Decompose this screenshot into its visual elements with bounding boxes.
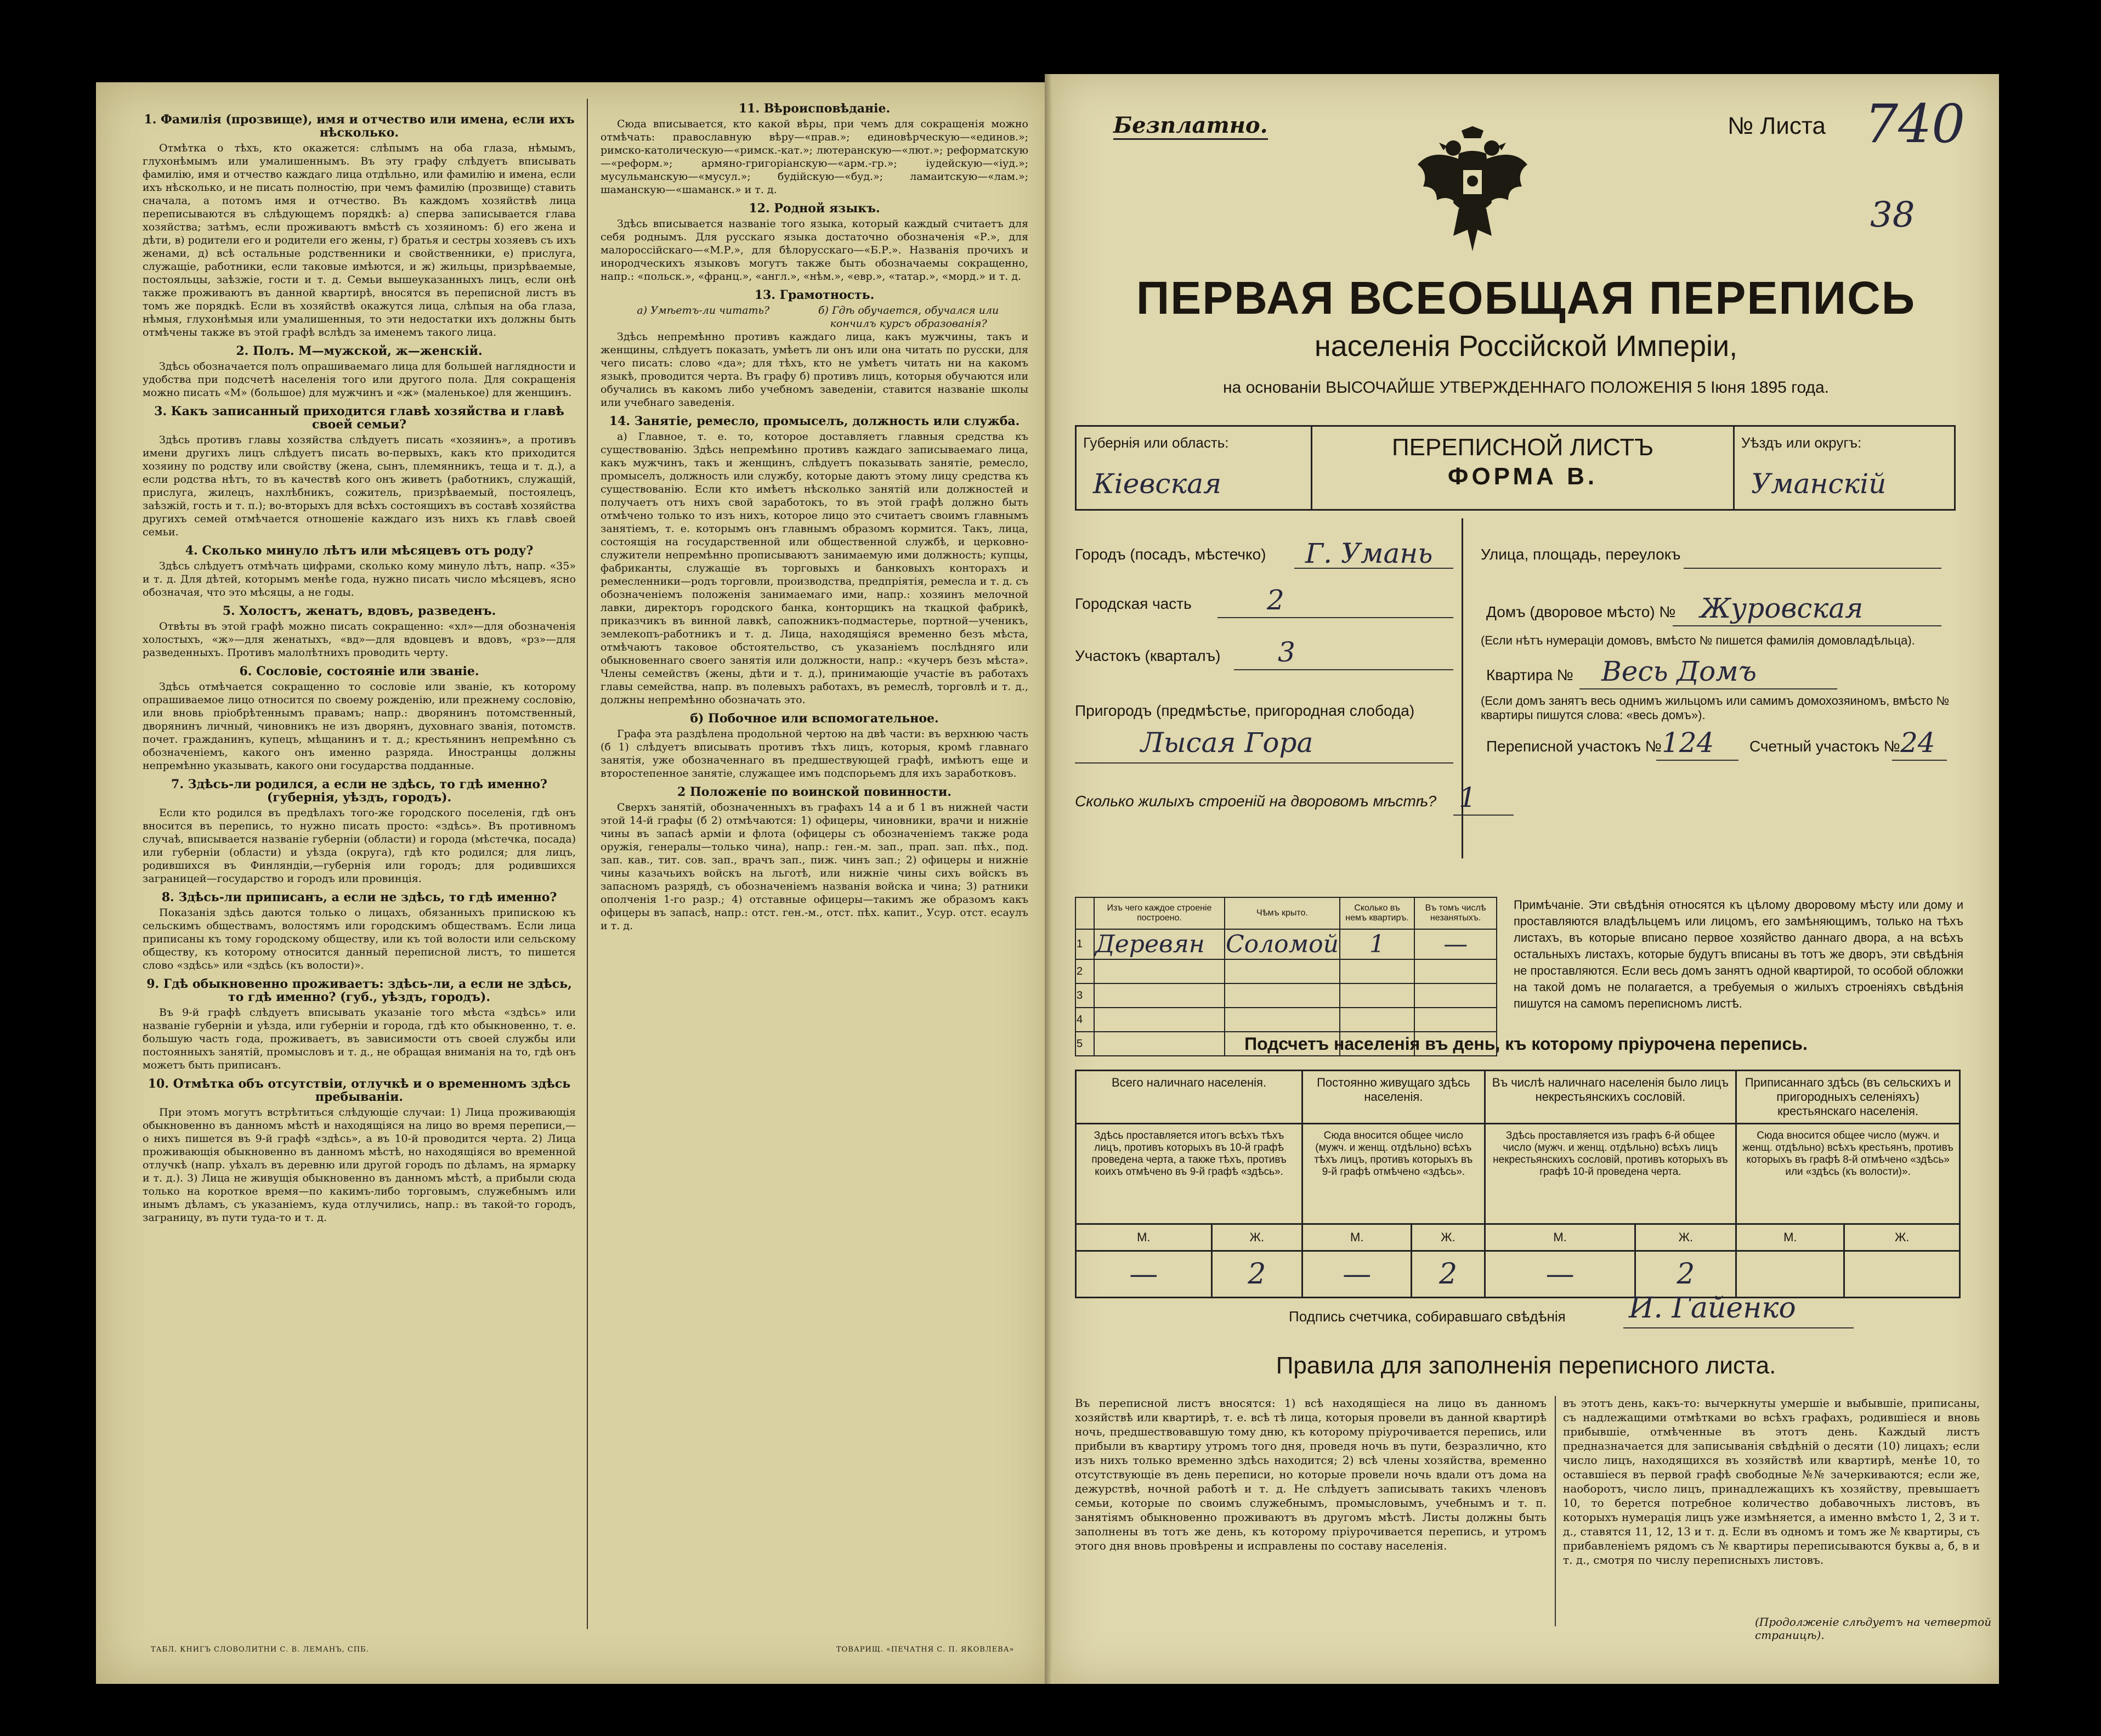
instruction-text: При этомъ могутъ встрѣтиться слѣдующіе случаи: 1) Лица проживающія обыкновенно въ данномъ мѣстѣ и находящіяся на лицо во время переписи,—о нихъ пишется въ 9-й графѣ «здѣсь», а въ 10-й проводится черта. 2) Лица проживающія обыкновенно въ данномъ мѣстѣ, но находящіяся во временной отлучкѣ (напр. уѣхалъ въ деревню или другой городъ по дѣламъ, на ярмарку и т. д.). 3) Лица не живущія обыкновенно въ данномъ мѣстѣ, а прибыли сюда только на короткое время—по какимъ-либо торговымъ, служебнымъ или инымъ дѣламъ, съ указаніемъ, куда отлучились, напр.: въ такой-то городъ, заграницу, въ пути туда-то и т. д. [143,1106,576,1224]
instruction-heading: 12. Родной языкъ. [749,201,880,216]
instruction-heading: 6. Сословіе, состояніе или званіе. [239,664,479,678]
instruction-text: Отвѣты въ этой графѣ можно писать сокращенно: «хл»—для обозначенія холостыхъ, «ж»—для женатыхъ, «вд»—для вдовцевъ и вдовъ, «рз»—для разведенныхъ. Противъ малолѣтнихъ проводить черту. [143,620,576,659]
census-precinct-label: Переписной участокъ № [1486,738,1662,755]
count-value: — [1485,1251,1635,1298]
instruction-section [143,1077,576,1224]
male-header: М. [1302,1224,1412,1251]
instruction-heading: 1. Фамилія (прозвище), имя и отчество или имена, если ихъ нѣсколько. [144,112,575,140]
instruction-heading: 10. Отмѣтка объ отсутствіи, отлучкѣ и о временномъ здѣсь пребываніи. [148,1077,571,1104]
table-cell: Соломой [1225,930,1339,958]
table-cell [1094,959,1225,983]
count-precinct-value: 24 [1900,727,1935,759]
city-label: Городъ (посадъ, мѣстечко) [1075,546,1266,563]
instruction-section [601,415,1028,706]
instruction-text: Если кто родился въ предѣлахъ того-же городского поселенія, гдѣ онъ вносится въ перепись, то нужно писать просто: «здѣсь». Въ противномъ случаѣ, вписывается названіе губерніи (области) и города (мѣстечка, посада) или губерніи (области) и уѣзда (округа), гдѣ кто родился; для лицъ, родившихся въ Финляндіи,—губернія или городъ; для родившихся заграницей—государство и городъ или провинція. [143,807,576,885]
district-label: Городская часть [1075,595,1192,612]
instruction-section [143,977,576,1072]
instruction-section [143,113,576,339]
signature-label: Подпись счетчика, собиравшаго свѣдѣнія [1289,1308,1566,1325]
table-row [1076,1124,1960,1224]
signature: И. Гайенко [1629,1292,1796,1325]
house-line [1673,625,1941,626]
count-group-total: Всего наличнаго населенія. [1076,1071,1302,1124]
instruction-heading: 8. Здѣсь-ли приписанъ, а если не здѣсь, то гдѣ именно? [161,890,557,904]
double-headed-eagle-icon [1415,126,1530,252]
instruction-section [143,778,576,885]
instruction-text: а) Главное, т. е. то, которое доставляетъ главныя средства къ существованію. Здѣсь непремѣнно противъ каждаго записываемаго лица, какъ мужчинъ, такъ и женщинъ, слѣдуетъ показывать занятіе, ремесло, промыселъ, должность или службу, которые даютъ этому лицу средства къ существованію. Если кто имѣетъ нѣсколько занятій или должностей и получаетъ отъ нихъ свой заработокъ, то въ этой графѣ должно быть отмѣчено только то изъ нихъ, которое лицо это считаетъ своимъ главнымъ занятіемъ, т. е. которымъ онъ главнымъ образомъ кормится. Такъ, лица, состоящія на государственной или общественной службѣ, и церковно-служители непремѣнно прописываютъ занимаемую ими должность; купцы, фабриканты, служащіе въ торговыхъ и банковыхъ конторахъ и ремесленники—родъ торговли, производства, предпріятія, ремесла и т. д. съ обозначеніемъ положенія занимаемаго ими, напр.: хозяинъ мелочной лавки, директоръ городского банка, конторщикъ на ткацкой фабрикѣ, приказчикъ въ винной лавкѣ, сапожникъ-подмастерье, портной—ученикъ, землекопъ-работникъ и т. д. Лица, находящіяся временно безъ мѣста, отмѣчаютъ таковое обстоятельство, съ указаніемъ послѣдняго или обыкновеннаго своего занятія или должности, напр.: «кучеръ безъ мѣста». Члены семействъ (жены, дѣти и т. д.), принимающіе участіе въ работахъ главы семейства, напр. въ полевыхъ работахъ, въ ремеслѣ, торговлѣ и т. д., должны непремѣнно обозначать это. [601,431,1028,706]
count-value: 2 [1635,1251,1736,1298]
instruction-text: Отмѣтка о тѣхъ, кто окажется: слѣпымъ на оба глаза, нѣмымъ, глухонѣмымъ или умалишеннымъ. Въ эту графу слѣдуетъ вписывать фамилію, имя и отчество каждаго лица отдѣльно, или фамилію и имена, если ихъ нѣсколько, и не писать полностію, при чемъ фамилію (прозвище) ставить сначала, а потомъ имя и отчество. Въ каждомъ хозяйствѣ лица переписываются въ слѣдующемъ порядкѣ: а) сперва записывается глава хозяйства; затѣмъ, если проживаютъ вмѣстѣ съ хозяиномъ: б) его жена и дѣти, в) родители его и родители его жены, г) братья и сестры хозяевъ съ ихъ женами, д) всѣ остальные родственники и свойственники, е) прислуга, служащіе, работники, если таковые имѣются, и ж) жильцы, призрѣваемые, постояльцы, заѣзжіе, гости и т. д. Семьи вышеуказанныхъ лицъ, если онѣ также проживаютъ въ данной квартирѣ, вносятся въ переписной листъ въ томъ же порядкѣ. Если въ хозяйствѣ окажутся лица, слѣпыя на оба глаза, нѣмыя, глухонѣмыя или умалишенныя, то эти недостатки ихъ должны быть отмѣчены также въ этой графѣ вслѣдъ за именемъ такого лица. [143,142,576,338]
instruction-section [143,665,576,772]
buildings-value: 1 [1459,782,1476,813]
count-desc-permanent: Сюда вносится общее число (мужч. и женщ. отдѣльно) всѣхъ тѣхъ лицъ, противъ которыхъ въ 9-й графѣ отмѣчено «здѣсь». [1302,1124,1485,1224]
count-desc-total: Здѣсь проставляется итогъ всѣхъ тѣхъ лицъ, противъ которыхъ въ 10-й графѣ проведена черта, а также тѣхъ, противъ коихъ отмѣчено въ 9-й графѣ «здѣсь». [1076,1124,1302,1224]
male-header: М. [1485,1224,1635,1251]
precinct-line [1234,669,1453,670]
census-precinct-value: 124 [1662,727,1714,759]
buildings-col-vacant: Въ томъ числѣ незанятыхъ. [1414,897,1497,929]
instruction-text: Здѣсь слѣдуетъ отмѣчать цифрами, сколько кому минуло лѣтъ, напр. «35» и т. д. Для дѣтей, которымъ менѣе года, нужно писать число мѣсяцевъ, ясно обозначая, что это мѣсяцы, а не годы. [143,560,576,598]
count-desc-non-peasant: Здѣсь проставляется изъ графъ 6-й общее число (мужч. и женщ. отдѣльно) всѣхъ лицъ некрестьянскихъ сословій, противъ которыхъ въ графѣ 10-й проведена черта. [1485,1124,1736,1224]
form-letter: ФОРМА В. [1447,463,1598,490]
population-count-title: Подсчетъ населенія въ день, къ которому пріурочена перепись. [1244,1034,1808,1054]
form-header-box [1075,425,1956,511]
female-header: Ж. [1635,1224,1736,1251]
rules-column-a: Въ переписной листъ вносятся: 1) всѣ находящіеся на лицо въ данномъ хозяйствѣ или квартирѣ, т. е. всѣ тѣ лица, которыя провели въ данной квартирѣ ночь, предшествовавшую тому дню, къ которому пріурочивается перепись, или прибыли въ квартиру утромъ того дня, проведя ночь въ пути, безразлично, кто изъ нихъ только временно здѣсь находится; 2) всѣ члены хозяйства, временно отсутствующіе въ день переписи, но которые провели ночь вдали отъ дома на дежурствѣ, ночной работѣ и т. д. Не слѣдуетъ записывать такихъ членовъ семьи, которые по своимъ служебнымъ, промысловымъ, учебнымъ и т. п. занятіямъ обыкновенно проживаютъ въ другомъ мѣстѣ. Листы должны быть заполнены въ тотъ же день, къ которому пріурочивается перепись, и утромъ этого дня вновь провѣрены и исправлены по составу населенія. [1075,1396,1547,1552]
table-cell: 5 [1075,1032,1094,1056]
province-cell [1077,427,1312,509]
instruction-heading: 5. Холостъ, женатъ, вдовъ, разведенъ. [222,604,496,618]
instruction-text: Сюда вписывается, кто какой вѣры, при чемъ для сокращенія можно отмѣчать: православную вѣру—«прав.»; единовѣрческую—«единов.»; римско-католическую—«римск.-кат.»; лютеранскую—«лют.»; реформатскую—«реформ.»; армяно-григоріанскую—«арм.-гр.»; іудейскую—«іуд.»; мусульманскую—«мусул.»; будійскую—«буд.»; ламаитскую—«лам.»; шаманскую—«шаманск.» и т. д. [601,118,1028,196]
city-value: Г. Умань [1305,538,1433,569]
instruction-text: Графа эта раздѣлена продольной чертою на двѣ части: въ верхнюю часть (б 1) слѣдуетъ вписывать противъ тѣхъ лицъ, которыя, кромѣ главнаго занятія, уже обозначеннаго въ предшествующей графѣ, имѣютъ еще и второстепенное занятіе, служащее имъ подспорьемъ для ихъ заработковъ. [601,728,1028,779]
instructions-column-b [601,99,1028,1635]
instruction-heading: 9. Гдѣ обыкновенно проживаетъ: здѣсь-ли, а если не здѣсь, то гдѣ именно? (губ., уѣздъ, городъ). [146,977,572,1004]
house-value: Журовская [1700,592,1864,624]
instructions-column-a [143,110,576,1635]
table-cell [1340,959,1414,983]
table-cell [1094,1008,1225,1032]
instruction-section [143,544,576,599]
left-page [96,82,1050,1684]
table-row [1076,1251,1960,1298]
district-value: 2 [1267,584,1284,616]
instruction-text: Здѣсь отмѣчается сокращенно то сословіе или званіе, къ которому опрашиваемое лицо относится по своему рожденію, или прежнему сословію, или вновь пріобрѣтеннымъ правамъ; напр.: дворянинъ потомственный, дворянинъ личный, чиновникъ не изъ дворянъ, духовнаго званія, потомств. почет. гражданинъ, купецъ, мѣщанинъ и т. д.; крестьянинъ непремѣнно съ обозначеніемъ, какого онъ именно разряда. Иностранцы должны непремѣнно указывать, какого они государства подданные. [143,681,576,772]
instruction-section [143,405,576,539]
count-precinct-label: Счетный участокъ № [1749,738,1900,755]
count-value [1844,1251,1960,1298]
count-group-non-peasant: Въ числѣ наличнаго населенія было лицъ некрестьянскихъ сословій. [1485,1071,1736,1124]
precinct-label: Участокъ (кварталъ) [1075,647,1221,664]
table-cell [1340,1008,1414,1032]
province-value: Кіевская [1093,468,1222,500]
instruction-section [601,102,1028,196]
instruction-heading: б) Побочное или вспомогательное. [690,711,939,726]
table-cell [1225,983,1340,1008]
printer-imprint-right: ТОВАРИЩ. «ПЕЧАТНЯ С. П. ЯКОВЛЕВА» [836,1645,1015,1654]
instruction-section [143,604,576,659]
instruction-subheading: б) Гдѣ обучается, обучался или кончилъ курсъ образованія? [818,304,999,330]
suburb-label: Пригородъ (предмѣстье, пригородная слобода) [1075,702,1415,719]
uezd-cell [1735,427,1954,509]
buildings-line [1453,815,1514,816]
province-label: Губернія или область: [1083,434,1229,451]
count-group-peasant: Приписаннаго здѣсь (въ сельскихъ и пригородныхъ селеніяхъ) крестьянскаго населенія. [1736,1071,1960,1124]
table-cell: 4 [1075,1008,1094,1032]
table-row [1075,1008,1497,1032]
sheet-number-value: 740 [1865,93,1966,155]
instruction-text: Показанія здѣсь даются только о лицахъ, обязанныхъ припискою къ сельскимъ обществамъ, волостямъ или городскимъ обществамъ. Если лица приписаны къ тому городскому обществу, или къ той волости или сельскому обществу, къ которому относится данный переписной листъ, то пишется слово «здѣсь» или «здѣсь (къ волости)». [143,907,576,971]
instruction-section [601,202,1028,283]
uezd-label: Уѣздъ или округъ: [1741,434,1862,451]
instruction-section [601,712,1028,780]
buildings-note: Примѣчаніе. Эти свѣдѣнія относятся къ цѣлому дворовому мѣсту или дому и проставляются владѣльцемъ или лицомъ, его замѣняющимъ, только на тѣхъ листахъ, въ которые вписано первое хозяйство даннаго двора, а на всѣхъ остальныхъ листахъ, которые будутъ вписаны въ тотъ же дворъ, эти свѣдѣнія не проставляются. Если весь домъ занятъ одной квартирой, то особой обложки на такой домъ не полагается, а требуемыя о жилыхъ строеніяхъ свѣдѣнія пишутся на самомъ переписномъ листѣ. [1514,898,1963,1010]
census-legal-basis: на основаніи ВЫСОЧАЙШЕ УТВЕРЖДЕННАГО ПОЛОЖЕНІЯ 5 Іюня 1895 года. [1222,378,1829,397]
table-cell: — [1414,929,1497,959]
table-row [1076,1224,1960,1251]
table-row [1075,929,1497,959]
instruction-text: Здѣсь обозначается полъ опрашиваемаго лица для большей наглядности и удобства при подсчетѣ населенія того или другого пола. Для сокращенія можно писать «М» (большое) для мужчинъ и «ж» (маленькое) для женщинъ. [143,360,576,399]
table-cell [1414,983,1497,1008]
apartment-label: Квартира № [1486,666,1573,683]
free-label: Безплатно. [1113,112,1268,140]
count-value [1736,1251,1844,1298]
table-cell [1094,983,1225,1008]
female-header: Ж. [1412,1224,1485,1251]
suburb-value: Лысая Гора [1141,727,1313,759]
buildings-col-num [1075,897,1094,929]
female-header: Ж. [1211,1224,1302,1251]
count-desc-peasant: Сюда вносится общее число (мужч. и женщ. отдѣльно) всѣхъ крестьянъ, противъ которыхъ въ графѣ 8-й отмѣчено «здѣсь» или «здѣсь (къ волости)». [1736,1124,1960,1224]
signature-line [1623,1327,1854,1328]
census-subtitle: населенія Россійской Имперіи, [1314,330,1738,363]
table-cell: 2 [1075,959,1094,983]
rules-divider [1555,1396,1556,1626]
form-title: ПЕРЕПИСНОЙ ЛИСТЪ [1391,434,1654,461]
table-cell [1340,983,1414,1008]
street-line [1684,568,1941,569]
apartment-value: Весь Домъ [1601,655,1757,687]
table-cell [1225,959,1340,983]
instruction-section [143,891,576,972]
printer-imprint-left: ТАБЛ. КНИГЪ СЛОВОЛИТНИ С. В. ЛЕМАНЪ, СПБ. [151,1645,369,1654]
house-label: Домъ (дворовое мѣсто) № [1486,603,1676,620]
buildings-col-roof: Чѣмъ крыто. [1225,897,1340,929]
apartment-note: (Если домъ занятъ весь однимъ жильцомъ или самимъ домохозяиномъ, вмѣсто № квартиры пишутся слова: «весь домъ»). [1481,694,1950,722]
rules-column-b: въ этотъ день, какъ-то: вычеркнуты умершіе и выбывшіе, приписаны, съ надлежащими отмѣтками во всѣхъ графахъ, родившіеся и вновь прибывшіе, отмѣченные въ этотъ день. Каждый листъ предназначается для записыванія свѣдѣній о десяти (10) лицахъ; если число лицъ, находящихся въ хозяйствѣ или квартирѣ, менѣе 10, то оставшіеся въ первой графѣ свободные №№ зачеркиваются; если же, наоборотъ, число лицъ, принадлежащихъ къ хозяйству, превышаетъ 10, то берется потребное количество добавочныхъ листовъ, въ которыхъ нумерація лицъ уже измѣняется, а именно вмѣсто 1, 2, 3 и т. д., ставятся 11, 12, 13 и т. д. Если въ одномъ и томъ же № квартиры, съ прибавленіемъ рядомъ съ № квартиры переписываются буквы а, б, в и т. д., смотря по числу переписныхъ листовъ. [1563,1396,1980,1567]
table-cell: 1 [1340,929,1414,959]
street-label: Улица, площадь, переулокъ [1481,546,1681,563]
table-cell: Деревян [1094,929,1225,959]
rules-continuation: (Продолженіе слѣдуетъ на четвертой страницѣ). [1755,1615,1992,1642]
instruction-heading: 11. Вѣроисповѣданіе. [738,101,891,116]
right-page [1053,74,1999,1684]
population-count-table [1075,1070,1961,1298]
page-number-value: 38 [1870,195,1915,235]
form-title-cell [1312,427,1735,509]
district-line [1217,617,1453,618]
instruction-heading: 3. Какъ записанный приходится главѣ хозяйства и главѣ своей семьи? [154,404,564,432]
buildings-col-apartments: Сколько въ немъ квартиръ. [1340,897,1414,929]
count-group-permanent: Постоянно живущаго здѣсь населенія. [1302,1071,1485,1124]
table-cell: 1 [1075,929,1094,959]
precinct-value: 3 [1278,636,1295,668]
instruction-subheading: а) Умѣетъ-ли читать? [637,304,770,316]
instruction-section [601,289,1028,409]
instruction-heading: 13. Грамотность. [754,288,875,302]
instruction-text: Въ 9-й графѣ слѣдуетъ вписывать указаніе того мѣста «здѣсь» или названіе губерніи и уѣзда, или губерніи и города, гдѣ кто обыкновенно, т. е. большую часть года, проживаетъ, въ зависимости отъ своей службы или постоянныхъ занятій, промысловъ и т. д., не обращая вниманія на то, гдѣ онъ можетъ быть приписанъ. [143,1006,576,1071]
table-row [1075,959,1497,983]
instruction-text: Здѣсь вписывается названіе того языка, который каждый считаетъ для себя роднымъ. Для русскаго языка достаточно обозначенія «Р.», для малороссійскаго—«М.Р.», для бѣлорусскаго—«Б.Р.». Названія прочихъ и инородческихъ языковъ могутъ также быть обозначаемы сокращенно, напр.: «польск.», «франц.», «англ.», «нѣм.», «евр.», «татар.», «морд.» и т. д. [601,218,1028,282]
instruction-subheadings [601,304,1028,330]
column-divider [587,99,588,1629]
sheet-number-label: № Листа [1728,112,1826,139]
table-cell [1414,1008,1497,1032]
table-cell: 3 [1075,983,1094,1008]
instruction-text: Здѣсь непремѣнно противъ каждаго лица, какъ мужчины, такъ и женщины, слѣдуетъ показать, умѣетъ ли онъ или она читать по русски, для чего писать: слово «да»; для тѣхъ, кто не умѣетъ читать ни на какомъ языкѣ, проводится черта. Въ графу б) противъ лицъ, которыя обучаются или обучались въ какомъ либо учебномъ заведеніи, ставится названіе школы или учебнаго заведенія. [601,331,1028,409]
house-note: (Если нѣтъ нумераціи домовъ, вмѣсто № пишется фамилія домовладѣльца). [1481,634,1915,647]
table-row [1075,983,1497,1008]
table-cell [1225,1008,1340,1032]
female-header: Ж. [1844,1224,1960,1251]
male-header: М. [1076,1224,1212,1251]
count-value: 2 [1412,1251,1485,1298]
buildings-label: Сколько жилыхъ строеній на дворовомъ мѣстѣ? [1075,793,1437,810]
rules-title: Правила для заполненія переписного листа. [1276,1352,1776,1379]
count-precinct-line [1892,760,1947,761]
count-value: — [1302,1251,1412,1298]
suburb-line [1075,762,1453,764]
male-header: М. [1736,1224,1844,1251]
apartment-line [1579,688,1837,689]
count-value: 2 [1211,1251,1302,1298]
census-precinct-line [1656,760,1738,761]
buildings-col-material: Изъ чего каждое строеніе построено. [1094,897,1225,929]
instruction-section [601,785,1028,932]
count-value: — [1076,1251,1212,1298]
census-title: ПЕРВАЯ ВСЕОБЩАЯ ПЕРЕПИСЬ [1136,272,1916,324]
table-cell [1414,959,1497,983]
instruction-heading: 7. Здѣсь-ли родился, а если не здѣсь, то гдѣ именно? (губернія, уѣздъ, городъ). [171,777,547,805]
buildings-table [1075,897,1497,1056]
instruction-heading: 14. Занятіе, ремесло, промыселъ, должность или служба. [609,414,1020,428]
instruction-heading: 2. Полъ. М—мужской, ж—женскій. [236,344,483,358]
instruction-text: Здѣсь противъ главы хозяйства слѣдуетъ писать «хозяинъ», а противъ имени другихъ лицъ слѣдуетъ писать во-первыхъ, какъ кто приходится хозяину по родству или свойству (жена, сынъ, племянникъ, теща и т. д.), а если родства нѣтъ, то въ качествѣ кого онъ живетъ (работникъ, служащій, прислуга, жилецъ, нахлѣбникъ, сожитель, призрѣваемый, постоялецъ, заѣзжій, гость и т. п.); во-вторыхъ для всѣхъ состоящихъ въ составѣ хозяйства другихъ семей отмѣчается отношеніе каждаго изъ нихъ къ главѣ своей семьи. [143,434,576,538]
uezd-value: Уманскій [1751,468,1887,500]
instruction-heading: 4. Сколько минуло лѣтъ или мѣсяцевъ отъ роду? [185,544,534,558]
instruction-text: Сверхъ занятій, обозначенныхъ въ графахъ 14 а и б 1 въ нижней части этой 14-й графы (б 2) отмѣчаются: 1) офицеры, чиновники, врачи и нижніе чины въ запасѣ арміи и флота (офицеры съ обозначеніемъ также рода оружія, генералы—только чина), напр.: ген.-м. зап., прап. зап. пѣх., под. зап. кав., тит. сов. зап., врачъ зап., пиж. чинъ зап.; 2) офицеры и нижніе чины казачьихъ войскъ на льготѣ, или нижніе чины сихъ войскъ въ запасномъ разрядѣ, съ обозначеніемъ названія войска и чина; 3) ратники ополченія 1-го разр.; 4) отставные офицеры—такимъ же образомъ какъ офицеры въ запасѣ, напр.: отст. ген.-м., отст. пѣх. капит., Усур. отст. есаулъ и т. д. [601,801,1028,932]
instruction-heading: 2 Положеніе по воинской повинности. [677,785,952,799]
instruction-section [143,344,576,399]
